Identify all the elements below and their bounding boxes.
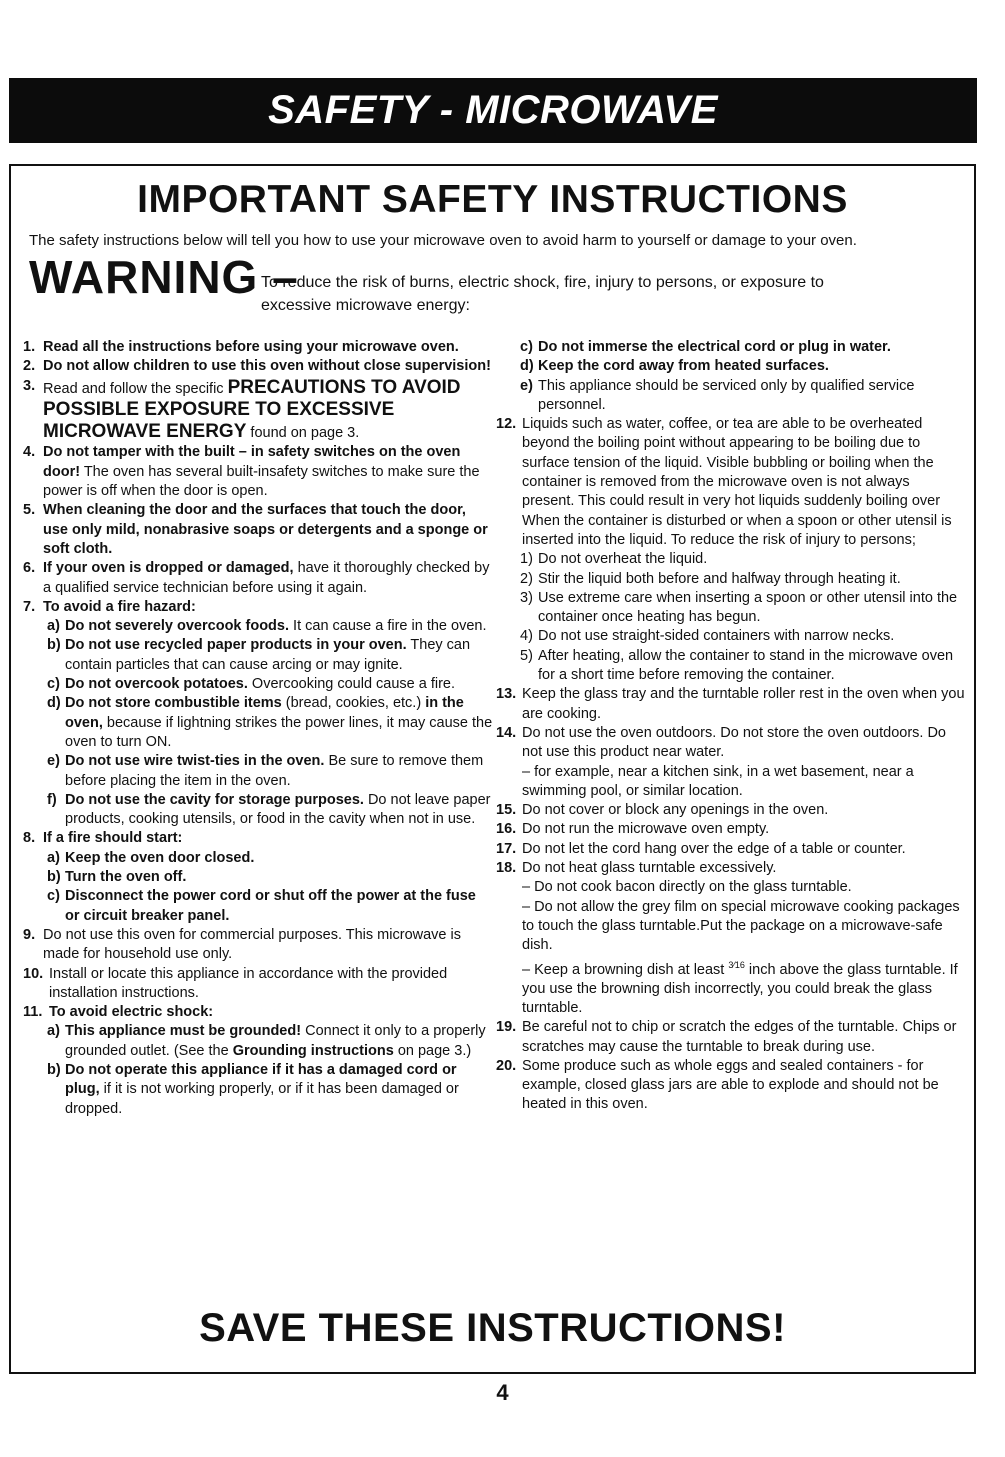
item-emphasis: Do not use wire twist-ties in the oven.	[65, 753, 325, 770]
list-item	[23, 338, 493, 357]
item-text: Overcooking could cause a fire.	[247, 676, 456, 693]
sub-label: e)	[47, 753, 60, 770]
item-number: 3.	[23, 377, 36, 394]
sub-label: d)	[47, 695, 61, 712]
list-item	[23, 829, 493, 848]
item-text: – for example, near a kitchen sink, in a wet basement, near a swimming pool, or similar location.	[522, 763, 914, 799]
item-text: To avoid electric shock:	[49, 1004, 214, 1021]
page-title: IMPORTANT SAFETY INSTRUCTIONS	[137, 178, 848, 221]
sub-label: 4)	[520, 628, 533, 645]
item-text: Be sure to remove them before placing the item in the oven.	[65, 753, 484, 789]
item-emphasis: Do not tamper with the built – in safety switches on the oven door!	[43, 444, 461, 480]
item-emphasis: in the oven,	[65, 695, 464, 731]
item-text: – Do not allow the grey film on special microwave cooking packages to touch the glass turntable.Put the package on a microwave-safe dish.	[522, 898, 960, 954]
item-text: Install or locate this appliance in accordance with the provided installation instructions.	[49, 965, 448, 1001]
sub-item	[23, 887, 493, 926]
banner-title: SAFETY - MICROWAVE	[268, 88, 718, 132]
item-text: To avoid a fire hazard:	[43, 598, 196, 615]
item-text: When cleaning the door and the surfaces that touch the door, use only mild, nonabrasive soaps or detergents and a sponge or soft cloth.	[43, 502, 488, 557]
list-item	[496, 1018, 966, 1057]
instructions-box	[9, 164, 976, 1374]
item-number: 6.	[23, 560, 36, 577]
sub-item	[23, 849, 493, 868]
item-number: 9.	[23, 926, 36, 943]
item-text: (bread, cookies, etc.)	[281, 695, 426, 712]
list-item	[23, 559, 493, 598]
sub-label: 5)	[520, 647, 533, 664]
list-item	[496, 415, 966, 550]
fraction: 3⁄16	[728, 959, 745, 970]
sub-label: b)	[47, 1061, 61, 1078]
sub-item	[23, 1061, 493, 1119]
item-number: 15.	[496, 802, 517, 819]
sub-item	[23, 675, 493, 694]
list-item	[496, 685, 966, 724]
sub-label: f)	[47, 791, 57, 808]
save-instructions-heading: SAVE THESE INSTRUCTIONS!	[199, 1306, 786, 1350]
item-number: 17.	[496, 840, 517, 857]
item-number: 1.	[23, 339, 36, 355]
list-item	[496, 1057, 966, 1115]
item-number: 7.	[23, 598, 36, 615]
item-text: Do not allow children to use this oven without close supervision!	[43, 358, 491, 375]
item-text: This appliance should be serviced only by qualified service personnel.	[538, 377, 915, 413]
sub-item	[496, 377, 966, 416]
warning-line-2: excessive microwave energy:	[261, 297, 470, 314]
warning-heading: WARNING –	[29, 251, 299, 303]
item-text: Turn the oven off.	[65, 869, 187, 886]
warning-text	[261, 271, 961, 317]
item-text: on page 3.)	[393, 1042, 472, 1059]
item-text: – Keep a browning dish at least	[522, 961, 729, 978]
item-text: inch above the glass turntable. If you use the browning dish incorrectly, you could break the glass turntable.	[522, 961, 958, 1016]
item-emphasis: This appliance must be grounded!	[65, 1023, 302, 1040]
sub-item	[23, 617, 493, 636]
item-number: 18.	[496, 860, 517, 877]
item-text: Do not overheat the liquid.	[538, 551, 708, 568]
sub-item	[496, 550, 966, 569]
item-text: It can cause a fire in the oven.	[289, 618, 487, 635]
item-emphasis: Do not overcook potatoes.	[65, 676, 248, 693]
item-text: because if lightning strikes the power lines, it may cause the oven to turn ON.	[65, 714, 493, 750]
sub-item	[496, 570, 966, 589]
item-text: Do not use straight-sided containers with narrow necks.	[538, 628, 895, 645]
sub-label: a)	[47, 618, 60, 635]
item-text: Connect it only to a properly grounded outlet. (See the	[65, 1023, 486, 1059]
list-item	[23, 926, 493, 965]
item-text: Use extreme care when inserting a spoon or other utensil into the container once heating has begun.	[538, 589, 958, 626]
item-emphasis: Do not use the cavity for storage purposes.	[65, 791, 364, 808]
list-item	[23, 501, 493, 559]
item-text: – Do not cook bacon directly on the glass turntable.	[522, 879, 852, 896]
item-text: Do not let the cord hang over the edge of a table or counter.	[522, 840, 906, 857]
item-text: Do not heat glass turntable excessively.	[522, 860, 777, 877]
item-text: if it is not working properly, or if it has been damaged or dropped.	[65, 1081, 459, 1117]
item-number: 10.	[23, 965, 44, 982]
item-text: If a fire should start:	[43, 830, 183, 847]
item-number: 20.	[496, 1057, 517, 1074]
item-number: 13.	[496, 686, 517, 703]
list-item	[23, 377, 493, 444]
sub-label: b)	[47, 637, 61, 654]
sub-item	[496, 589, 966, 628]
item-text: Read and follow the specific	[43, 380, 228, 397]
sub-label: c)	[47, 888, 60, 905]
item-text: Liquids such as water, coffee, or tea are able to be overheated beyond the boiling point without appearing to be boiling due to surface tension of the liquid. Visible bubbling or boiling when the container is removed from the microwave oven is not always present. This could result in very hot liquids suddenly boiling over When the container is disturbed or when a spoon or other utensil is inserted into the liquid. To reduce the risk of injury to persons;	[522, 416, 952, 548]
list-item	[496, 724, 966, 801]
item-emphasis: PRECAUTIONS TO AVOID POSSIBLE EXPOSURE TO EXCESSIVE MICROWAVE ENERGY	[43, 376, 461, 443]
item-text: Do not leave paper products, cooking utensils, or food in the cavity when not in use.	[65, 791, 491, 828]
item-text: Do not use the oven outdoors. Do not store the oven outdoors. Do not use this product near water.	[522, 724, 946, 761]
item-number: 5.	[23, 502, 36, 519]
list-item	[496, 820, 966, 839]
sub-item	[496, 647, 966, 686]
sub-item	[496, 627, 966, 646]
item-number: 2.	[23, 358, 36, 375]
item-text: Be careful not to chip or scratch the edges of the turntable. Chips or scratches may cause the turntable to break during use.	[522, 1019, 957, 1055]
warning-line-1: To reduce the risk of burns, electric shock, fire, injury to persons, or exposure to	[261, 274, 824, 291]
item-number: 11.	[23, 1004, 43, 1021]
list-item	[496, 840, 966, 859]
item-text: The oven has several built-insafety switches to make sure the power is off when the door is open.	[43, 463, 480, 500]
item-emphasis: If your oven is dropped or damaged,	[43, 560, 294, 577]
item-emphasis: Do not store combustible items	[65, 695, 282, 712]
sub-label: 1)	[520, 551, 533, 568]
item-number: 12.	[496, 416, 517, 433]
item-number: 8.	[23, 830, 36, 847]
list-item	[23, 1003, 493, 1022]
list-item	[23, 443, 493, 501]
item-text: Do not cover or block any openings in the oven.	[522, 802, 829, 819]
item-emphasis: Grounding instructions	[232, 1042, 394, 1059]
item-emphasis: Do not use recycled paper products in your oven.	[65, 637, 407, 654]
item-emphasis: Do not operate this appliance if it has a damaged cord or plug,	[65, 1061, 457, 1098]
sub-item	[23, 636, 493, 675]
item-text: They can contain particles that can cause arcing or may ignite.	[65, 637, 471, 673]
list-item	[23, 598, 493, 617]
item-text: have it thoroughly checked by a qualified service technician before using it again.	[43, 560, 490, 596]
page-number: 4	[496, 1380, 509, 1405]
sub-label: a)	[47, 849, 60, 866]
right-column	[496, 338, 966, 1115]
item-text: Keep the glass tray and the turntable roller rest in the oven when you are cooking.	[522, 686, 965, 722]
left-column	[23, 338, 493, 1119]
sub-label: 2)	[520, 570, 533, 587]
item-number: 16.	[496, 821, 517, 838]
item-text: Do not immerse the electrical cord or plug in water.	[538, 339, 891, 355]
item-number: 14.	[496, 724, 517, 741]
item-number: 4.	[23, 444, 36, 461]
item-text: Keep the cord away from heated surfaces.	[538, 358, 829, 375]
item-number: 19.	[496, 1019, 517, 1036]
section-banner	[9, 78, 977, 143]
item-text: Do not use this oven for commercial purposes. This microwave is made for household use only.	[43, 926, 461, 963]
list-item	[23, 965, 493, 1004]
sub-item	[23, 791, 493, 830]
item-text: Do not run the microwave oven empty.	[522, 821, 770, 838]
sub-label: c)	[520, 339, 533, 355]
item-text: Disconnect the power cord or shut off the power at the fuse or circuit breaker panel.	[65, 888, 476, 924]
item-text: Keep the oven door closed.	[65, 849, 255, 866]
sub-item	[23, 694, 493, 752]
sub-label: b)	[47, 869, 61, 886]
item-emphasis: Do not severely overcook foods.	[65, 618, 290, 635]
item-text: found on page 3.	[246, 425, 360, 442]
intro-text: The safety instructions below will tell you how to use your microwave oven to avoid harm to yourself or damage to your oven.	[29, 232, 857, 249]
sub-item	[23, 868, 493, 887]
sub-label: c)	[47, 676, 60, 693]
sub-label: a)	[47, 1023, 60, 1040]
item-text: Read all the instructions before using your microwave oven.	[43, 339, 459, 355]
sub-label: d)	[520, 358, 534, 375]
sub-item	[23, 1022, 493, 1061]
sub-item	[496, 357, 966, 376]
sub-item	[496, 338, 966, 357]
item-text: Stir the liquid both before and halfway through heating it.	[538, 570, 901, 587]
list-item	[496, 801, 966, 820]
sub-label: 3)	[520, 589, 533, 606]
item-text: Some produce such as whole eggs and sealed containers - for example, closed glass jars are able to explode and should not be heated in this oven.	[522, 1057, 939, 1113]
sub-item	[23, 752, 493, 791]
sub-label: e)	[520, 377, 533, 394]
list-item	[23, 357, 493, 376]
list-item	[496, 859, 966, 1018]
item-text: After heating, allow the container to stand in the microwave oven for a short time before removing the container.	[538, 647, 954, 684]
